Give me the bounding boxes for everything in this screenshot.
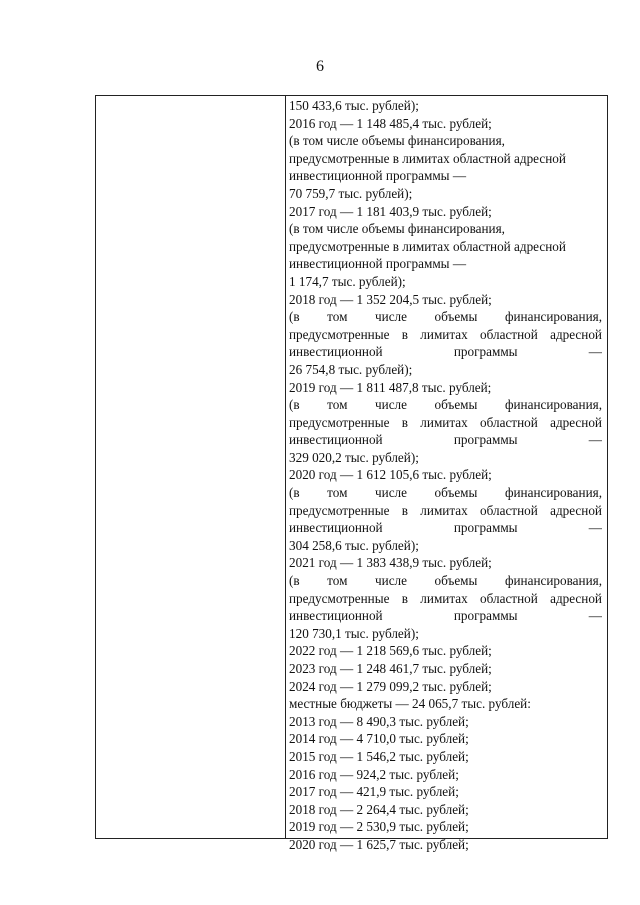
text-line: 2020 год — 1 612 105,6 тыс. рублей; — [289, 467, 492, 483]
text-line: 2016 год — 1 148 485,4 тыс. рублей; — [289, 115, 492, 131]
text-line: инвестиционной программы — — [289, 256, 467, 272]
text-line: предусмотренные в лимитах областной адресной — [289, 238, 566, 254]
text-line: 120 730,1 тыс. рублей); — [289, 625, 419, 641]
text-line: 329 020,2 тыс. рублей); — [289, 449, 419, 465]
text-line: (в том числе объемы финансирования, — [289, 485, 602, 501]
text-line: 70 759,7 тыс. рублей); — [289, 185, 413, 201]
text-line: предусмотренные в лимитах областной адресной — [289, 326, 602, 342]
text-line: 2024 год — 1 279 099,2 тыс. рублей; — [289, 678, 492, 694]
text-line: инвестиционной программы — — [289, 344, 602, 360]
text-line: предусмотренные в лимитах областной адресной — [289, 590, 602, 606]
text-line: 2019 год — 1 811 487,8 тыс. рублей; — [289, 379, 492, 395]
text-line: (в том числе объемы финансирования, — [289, 573, 602, 589]
page-number: 6 — [316, 58, 324, 75]
text-line: (в том числе объемы финансирования, — [289, 397, 602, 413]
text-line: предусмотренные в лимитах областной адресной — [289, 414, 602, 430]
text-line: инвестиционной программы — — [289, 608, 602, 624]
funding-table — [95, 95, 608, 852]
text-line: 2017 год — 1 181 403,9 тыс. рублей; — [289, 203, 492, 219]
text-line: предусмотренные в лимитах областной адресной — [289, 150, 566, 166]
text-line: 1 174,7 тыс. рублей); — [289, 273, 406, 289]
text-line: (в том числе объемы финансирования, — [289, 309, 602, 325]
table-left-cell — [96, 96, 286, 838]
text-line: 2021 год — 1 383 438,9 тыс. рублей; — [289, 555, 492, 571]
text-line: 2013 год — 8 490,3 тыс. рублей; — [289, 713, 469, 729]
text-line: 26 754,8 тыс. рублей); — [289, 361, 413, 377]
text-line: местные бюджеты — 24 065,7 тыс. рублей: — [289, 696, 531, 712]
text-line: (в том числе объемы финансирования, — [289, 133, 505, 149]
text-line: инвестиционной программы — — [289, 168, 467, 184]
text-line: 2018 год — 2 264,4 тыс. рублей; — [289, 801, 469, 817]
text-line: (в том числе объемы финансирования, — [289, 221, 505, 237]
text-line: 2015 год — 1 546,2 тыс. рублей; — [289, 748, 469, 764]
text-line: 2019 год — 2 530,9 тыс. рублей; — [289, 819, 469, 835]
text-line: предусмотренные в лимитах областной адресной — [289, 502, 602, 518]
text-line: 2020 год — 1 625,7 тыс. рублей; — [289, 836, 469, 852]
text-line: 304 258,6 тыс. рублей); — [289, 537, 419, 553]
text-line: 2017 год — 421,9 тыс. рублей; — [289, 784, 459, 800]
text-line: 2016 год — 924,2 тыс. рублей; — [289, 766, 459, 782]
text-line: 2018 год — 1 352 204,5 тыс. рублей; — [289, 291, 492, 307]
text-line: 2023 год — 1 248 461,7 тыс. рублей; — [289, 661, 492, 676]
text-line: 2014 год — 4 710,0 тыс. рублей; — [289, 731, 469, 747]
text-line: инвестиционной программы — — [289, 520, 602, 536]
text-line: инвестиционной программы — — [289, 432, 602, 448]
text-line: 2022 год — 1 218 569,6 тыс. рублей; — [289, 643, 492, 659]
table-right-cell — [286, 96, 607, 852]
text-line: 150 433,6 тыс. рублей); — [289, 98, 419, 113]
